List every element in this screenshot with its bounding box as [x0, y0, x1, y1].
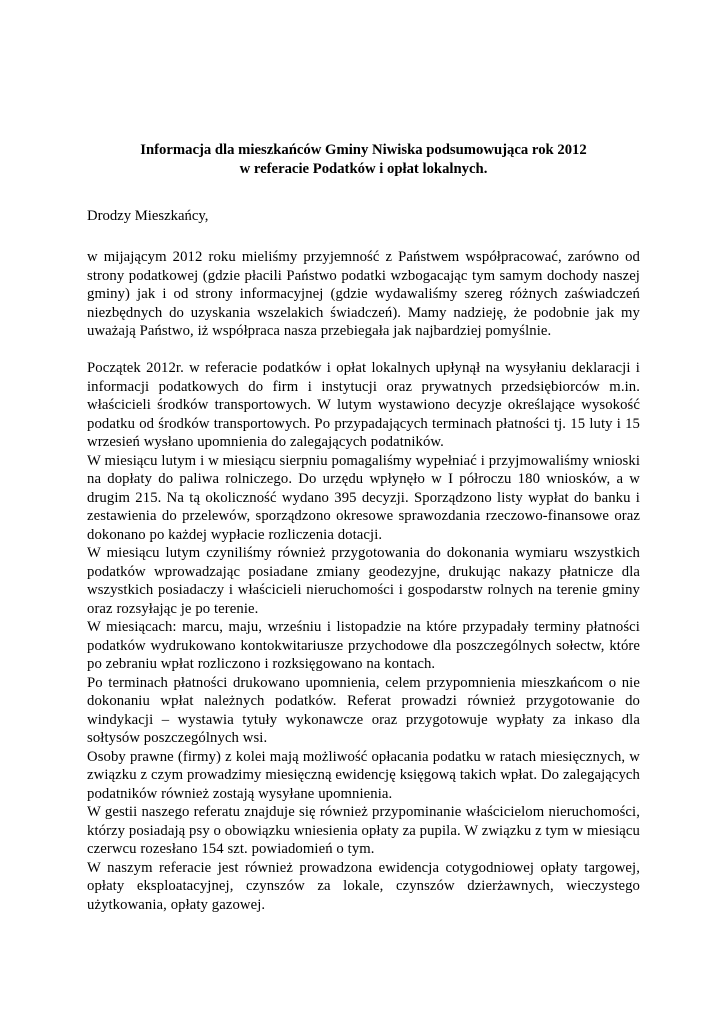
paragraph-intro: w mijającym 2012 roku mieliśmy przyjemność z Państwem współpracować, zarówno od strony podatkowej (gdzie płacili Państwo podatki wzbogacając tym samym dochody naszej gminy) jak i od strony informacyjnej (gdzie wydawaliśmy szereg różnych zaświadczeń niezbędnych do uzyskania wszelakich świadczeń). Mamy nadzieję, że podobnie jak my uważają Państwo, iż współpraca nasza przebiegała jak najbardziej pomyślnie. [87, 249, 640, 339]
paragraph-legal-entities: Osoby prawne (firmy) z kolei mają możliwość opłacania podatku w ratach miesięcznych, w związku z czym prowadzimy miesięczną ewidencję księgową takich wpłat. Do zalegających podatników również zostają wysyłane upomnienia. [87, 748, 640, 802]
paragraph-spacer [87, 341, 640, 360]
paragraph-beginning-2012: Początek 2012r. w referacie podatków i opłat lokalnych upłynął na wysyłaniu deklaracji i informacji podatkowych do firm i instytucji oraz prywatnych przedsiębiorców m.in. właścicieli środków transportowych. W lutym wystawiono decyzje określające wysokość podatku od środków transportowych. Po przypadających terminach płatności tj. 15 luty i 15 wrzesień wysłano upomnienia do zalegających podatników. [87, 360, 640, 450]
greeting: Drodzy Mieszkańcy, [87, 208, 209, 224]
paragraph-fuel-subsidy: W miesiącu lutym i w miesiącu sierpniu pomagaliśmy wypełniać i przyjmowaliśmy wnioski na dopłaty do paliwa rolniczego. Do urzędu wpłynęło w I półroczu 180 wniosków, a w drugim 215. Na tą okoliczność wydano 395 decyzji. Sporządzono listy wypłat do banku i zestawienia do przelewów, sporządzono okresowe sprawozdania rzeczowo-finansowe oraz dokonano po każdej wypłacie rozliczenia dotacji. [87, 452, 640, 543]
paragraph-reminders: Po terminach płatności drukowano upomnienia, celem przypomnienia mieszkańcom o nie dokonaniu wpłat należnych podatków. Referat prowadzi również przygotowanie do windykacji – wystawia tytuły wykonawcze oraz przygotowuje wypłaty za inkaso dla sołtysów poszczególnych wsi. [87, 674, 640, 746]
document-page [87, 0, 640, 1024]
title-line-1: Informacja dla mieszkańców Gminy Niwiska podsumowująca rok 2012 [140, 142, 587, 158]
document-body [87, 248, 640, 914]
title-line-2: w referacie Podatków i opłat lokalnych. [239, 160, 488, 177]
paragraph-other-fees: W naszym referacie jest również prowadzona ewidencja cotygodniowej opłaty targowej, opłaty eksploatacyjnej, czynszów za lokale, czynszów dzierżawnych, wieczystego użytkowania, opłaty gazowej. [87, 859, 640, 913]
paragraph-payment-terms: W miesiącach: marcu, maju, wrześniu i listopadzie na które przypadały terminy płatności podatków wydrukowano kontokwitariusze przychodowe dla poszczególnych sołectw, które po zebraniu wpłat rozliczono i rozksięgowano na kontach. [87, 619, 640, 672]
document-title [87, 141, 640, 178]
paragraph-tax-assessment: W miesiącu lutym czyniliśmy również przygotowania do dokonania wymiaru wszystkich podatków wprowadzając posiadane zmiany geodezyjne, drukując nakazy płatnicze dla wszystkich posiadaczy i właścicieli nieruchomości i gospodarstw rolnych na terenie gminy oraz rozsyłając je po terenie. [87, 545, 640, 617]
paragraph-dog-fee: W gestii naszego referatu znajduje się również przypominanie właścicielom nieruchomości, którzy posiadają psy o obowiązku wniesienia opłaty za pupila. W związku z tym w miesiącu czerwcu rozesłano 154 szt. powiadomień o tym. [87, 804, 640, 857]
